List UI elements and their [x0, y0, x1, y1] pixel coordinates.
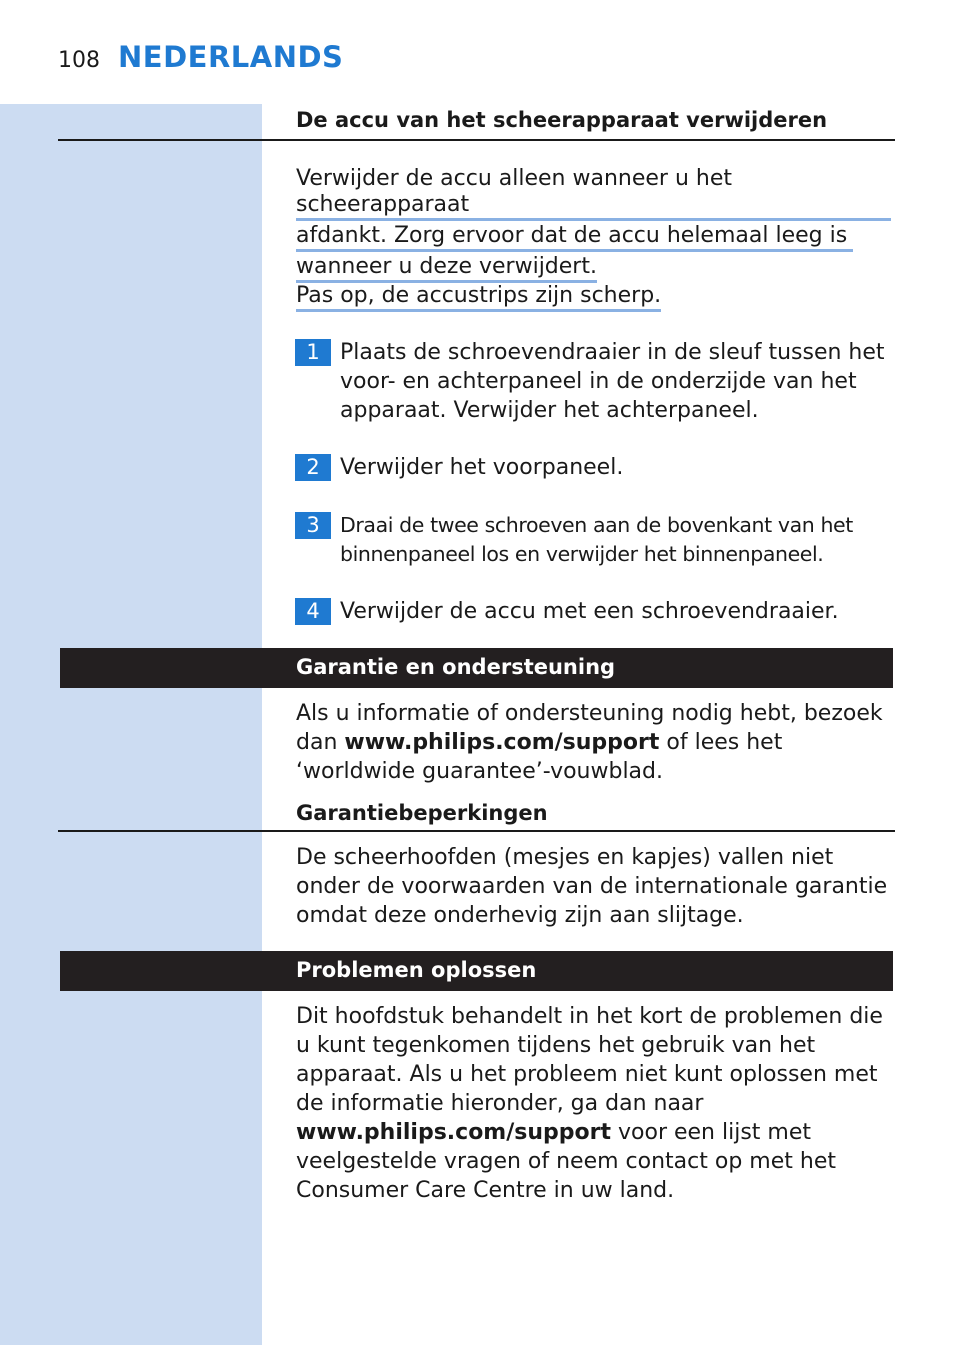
step-text: Draai de twee schroeven aan de bovenkant van het binnenpaneel los en verwijder het binnenpaneel. — [340, 513, 853, 566]
page-number: 108 — [58, 48, 100, 73]
battery-section-title: De accu van het scheerapparaat verwijderen — [296, 108, 828, 132]
section-divider — [58, 830, 895, 832]
step-text: Plaats de schroevendraaier in de sleuf tussen het voor- en achterpaneel in de onderzijde van het apparaat. Verwijder het achterpaneel. — [340, 340, 885, 423]
warranty-text-before: Als u informatie of ondersteuning nodig hebt, bezoek dan — [296, 701, 883, 755]
troubleshooting-text — [296, 1002, 891, 1205]
caution-text: Pas op, de accustrips zijn scherp. — [296, 283, 661, 312]
step-number-badge: 1 — [295, 339, 331, 366]
warranty-text-after: of lees het ‘worldwide guarantee’-vouwblad. — [296, 730, 783, 784]
warranty-limits-text: De scheerhoofden (mesjes en kapjes) vallen niet onder de voorwaarden van de internationale garantie omdat deze onderhevig zijn aan slijtage. — [296, 845, 888, 928]
troubleshooting-text-before: Dit hoofdstuk behandelt in het kort de problemen die u kunt tegenkomen tijdens het gebruik van het apparaat. Als u het probleem niet kunt oplossen met de informatie hieronder, ga dan naar — [296, 1004, 883, 1116]
battery-warning — [296, 166, 891, 283]
warranty-limits-title: Garantiebeperkingen — [296, 801, 548, 825]
troubleshooting-section-title: Problemen oplossen — [296, 958, 537, 982]
warning-line: afdankt. Zorg ervoor dat de accu helemaal leeg is — [296, 223, 853, 252]
step-text: Verwijder het voorpaneel. — [340, 455, 624, 480]
sidebar-panel — [0, 104, 262, 1345]
troubleshooting-section-header — [60, 951, 893, 991]
warranty-section-header — [60, 648, 893, 688]
step-number-badge: 4 — [295, 598, 331, 625]
language-title: NEDERLANDS — [118, 40, 344, 74]
step-text: Verwijder de accu met een schroevendraaier. — [340, 599, 839, 624]
warranty-section-title: Garantie en ondersteuning — [296, 655, 616, 679]
warning-line: Verwijder de accu alleen wanneer u het scheerapparaat — [296, 166, 891, 221]
battery-caution — [296, 281, 891, 312]
warranty-text — [296, 699, 891, 786]
troubleshooting-text-after: voor een lijst met veelgestelde vragen of neem contact op met het Consumer Care Centre in uw land. — [296, 1120, 836, 1203]
step-number-badge: 2 — [295, 454, 331, 481]
warning-line: wanneer u deze verwijdert. — [296, 254, 597, 283]
step-number-badge: 3 — [295, 512, 331, 539]
support-link[interactable]: www.philips.com/support — [296, 1120, 612, 1145]
support-link[interactable]: www.philips.com/support — [344, 730, 660, 755]
section-divider — [58, 139, 895, 141]
